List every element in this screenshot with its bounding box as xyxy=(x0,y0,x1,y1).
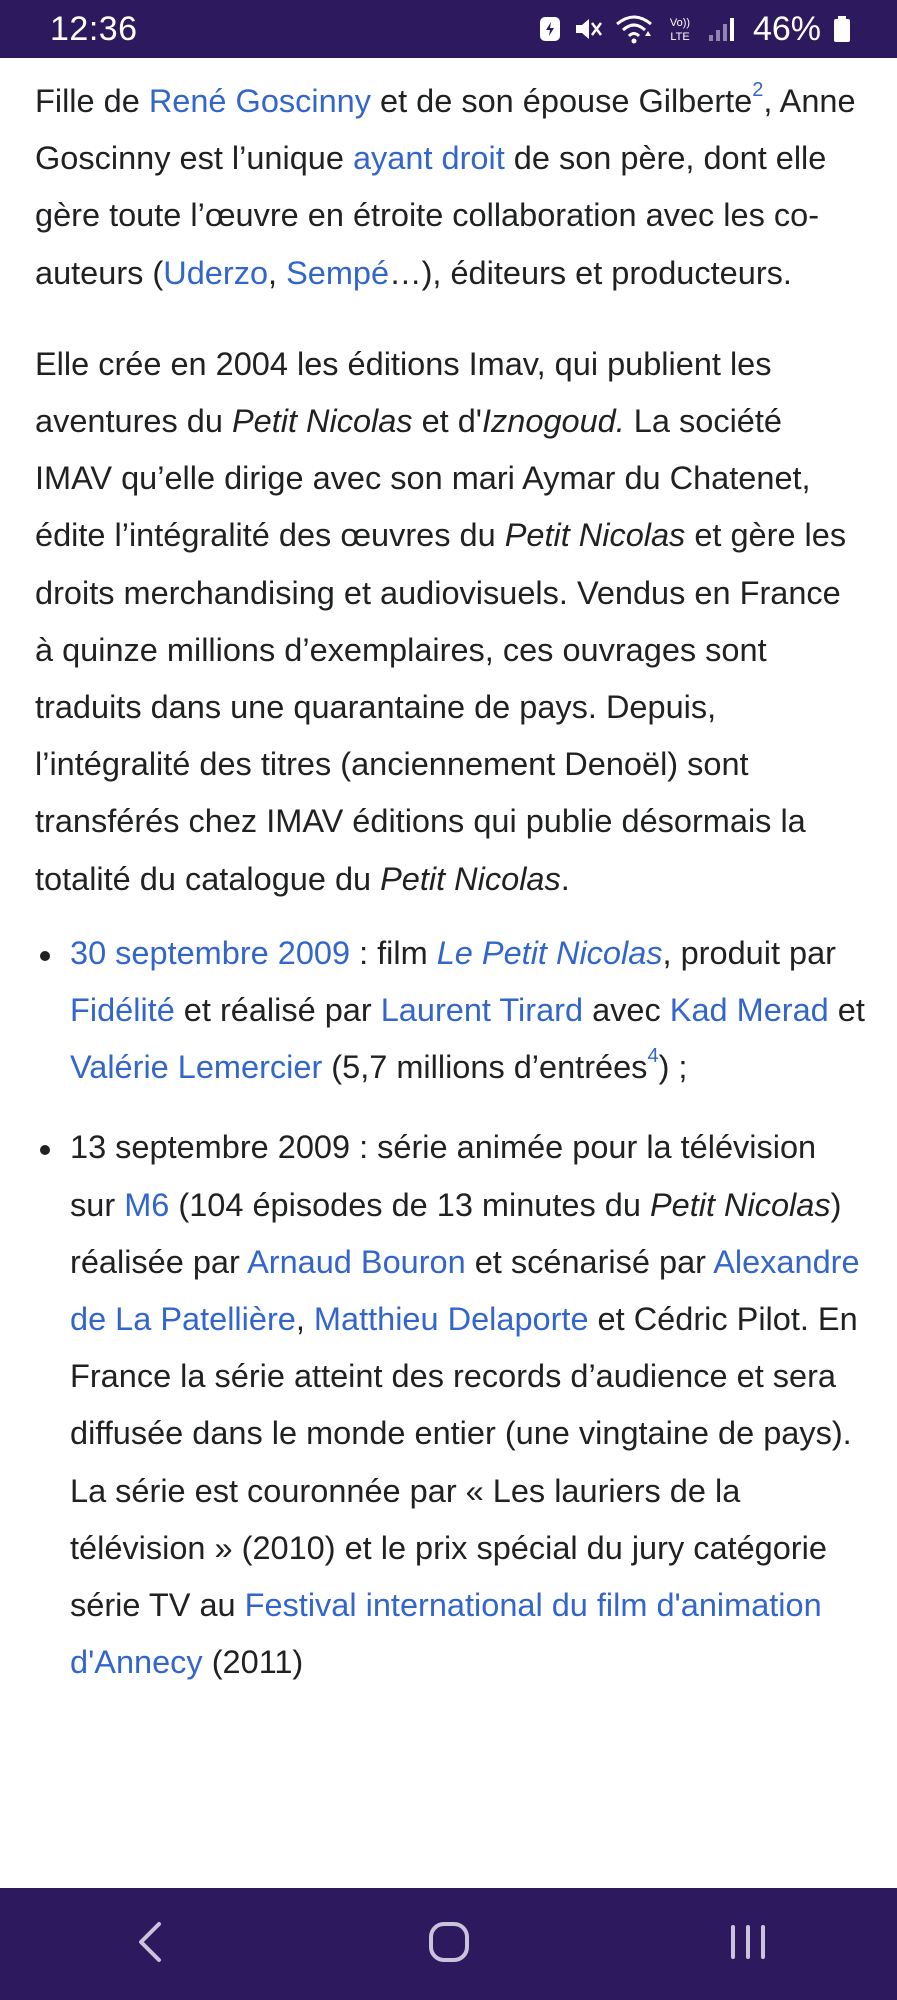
link-festival-annecy[interactable]: Festival international du film d'animation d'Annecy xyxy=(70,1587,822,1681)
adaptations-list xyxy=(35,925,867,1692)
text: ) ; xyxy=(658,1049,688,1086)
link-le-petit-nicolas-film[interactable] xyxy=(437,935,663,971)
text: et scénarisé par xyxy=(465,1243,714,1280)
link-ayant-droit[interactable]: ayant droit xyxy=(352,140,505,177)
text: (104 épisodes de 13 minutes du xyxy=(169,1186,650,1223)
volte-icon xyxy=(665,14,695,44)
text: Fille de xyxy=(35,83,149,119)
text: (5,7 millions d’entrées xyxy=(322,1049,648,1086)
navigation-bar xyxy=(0,1888,897,2000)
text: et gère les droits merchandising et audiovisuels. Vendus en France à quinze millions d’exemplaires, ces ouvrages sont traduits dans une quarantaine de pays. Depuis, l’intégralité des titres (anciennement Denoël) sont transférés chez IMAV éditions qui publie désormais la totalité du catalogue du xyxy=(35,517,847,897)
text: (2011) xyxy=(202,1644,304,1681)
home-button[interactable] xyxy=(389,1904,509,1984)
text: , Anne Goscinny est l’unique xyxy=(35,83,856,177)
list-item xyxy=(35,925,867,1097)
home-icon xyxy=(428,1921,470,1968)
volte-bottom-label: LTE xyxy=(670,31,690,43)
text: et de son épouse Gilberte xyxy=(371,83,753,119)
link-alexandre-de-la-patelliere[interactable]: Alexandre de La Patellière xyxy=(70,1243,860,1338)
text: , xyxy=(268,254,287,291)
text: , xyxy=(295,1301,314,1338)
text: avec xyxy=(583,992,670,1029)
mute-icon xyxy=(573,15,603,43)
volte-top-label: Vo)) xyxy=(669,17,691,29)
italic-title: Petit Nicolas xyxy=(380,860,561,897)
text: La société IMAV qu’elle dirige avec son mari Aymar du Chatenet, édite l’intégralité des œuvres du xyxy=(35,403,811,554)
text: . xyxy=(560,860,570,897)
list-item xyxy=(35,1119,867,1691)
italic-title: Petit Nicolas xyxy=(504,517,686,554)
battery-icon xyxy=(833,15,851,43)
status-time: 12:36 xyxy=(50,9,138,48)
text: , produit par xyxy=(662,934,836,971)
recents-icon xyxy=(728,1922,768,1967)
back-icon xyxy=(135,1920,165,1969)
status-bar xyxy=(0,0,897,58)
paragraph-2 xyxy=(35,336,867,908)
recents-button[interactable] xyxy=(688,1904,808,1984)
text: et réalisé par xyxy=(174,992,381,1029)
link-matthieu-delaporte[interactable]: Matthieu Delaporte xyxy=(313,1301,589,1338)
reference-2[interactable]: 2 xyxy=(752,79,764,102)
text: et xyxy=(828,992,865,1029)
text: Elle crée en 2004 les éditions Imav, qui publient les aventures du xyxy=(35,345,772,440)
battery-percent: 46% xyxy=(752,9,821,48)
link-m6[interactable]: M6 xyxy=(124,1186,170,1223)
text: : film xyxy=(350,934,437,971)
link-kad-merad[interactable]: Kad Merad xyxy=(669,992,829,1029)
signal-icon xyxy=(707,15,735,43)
reference-4[interactable]: 4 xyxy=(647,1045,659,1068)
italic-title: Petit Nicolas xyxy=(649,1186,831,1223)
italic-link-text: Le Petit Nicolas xyxy=(436,934,663,971)
text: de son père, dont elle gère toute l’œuvre en étroite collaboration avec les co-auteurs ( xyxy=(35,140,827,291)
link-arnaud-bouron[interactable]: Arnaud Bouron xyxy=(247,1243,466,1280)
link-rene-goscinny[interactable]: René Goscinny xyxy=(148,83,372,119)
text: …), éditeurs et producteurs. xyxy=(389,254,792,291)
link-valerie-lemercier[interactable]: Valérie Lemercier xyxy=(70,1049,323,1086)
paragraph-1 xyxy=(35,58,867,302)
text: ) réalisée par xyxy=(70,1186,842,1280)
status-icons xyxy=(539,10,851,49)
italic-title: Petit Nicolas xyxy=(231,403,413,440)
text: et d' xyxy=(412,403,483,440)
data-saver-icon xyxy=(539,16,561,42)
link-uderzo[interactable]: Uderzo xyxy=(163,254,269,291)
wifi-icon xyxy=(615,14,653,44)
link-sempe[interactable]: Sempé xyxy=(286,254,390,291)
back-button[interactable] xyxy=(90,1904,210,1984)
text: et Cédric Pilot. En France la série atteint des records d’audience et sera diffusée dans le monde entier (une vingtaine de pays). La série est couronnée par « Les lauriers de la télévision » (2010) et le prix spécial du jury catégorie série TV au xyxy=(70,1301,858,1624)
link-fidelite[interactable]: Fidélité xyxy=(70,992,175,1029)
link-30-septembre-2009[interactable]: 30 septembre 2009 xyxy=(70,934,351,971)
article-content xyxy=(35,58,867,1691)
italic-title: Iznogoud. xyxy=(482,403,625,440)
link-laurent-tirard[interactable]: Laurent Tirard xyxy=(380,992,584,1029)
text: 13 septembre 2009 : série animée pour la télévision sur xyxy=(70,1129,817,1223)
